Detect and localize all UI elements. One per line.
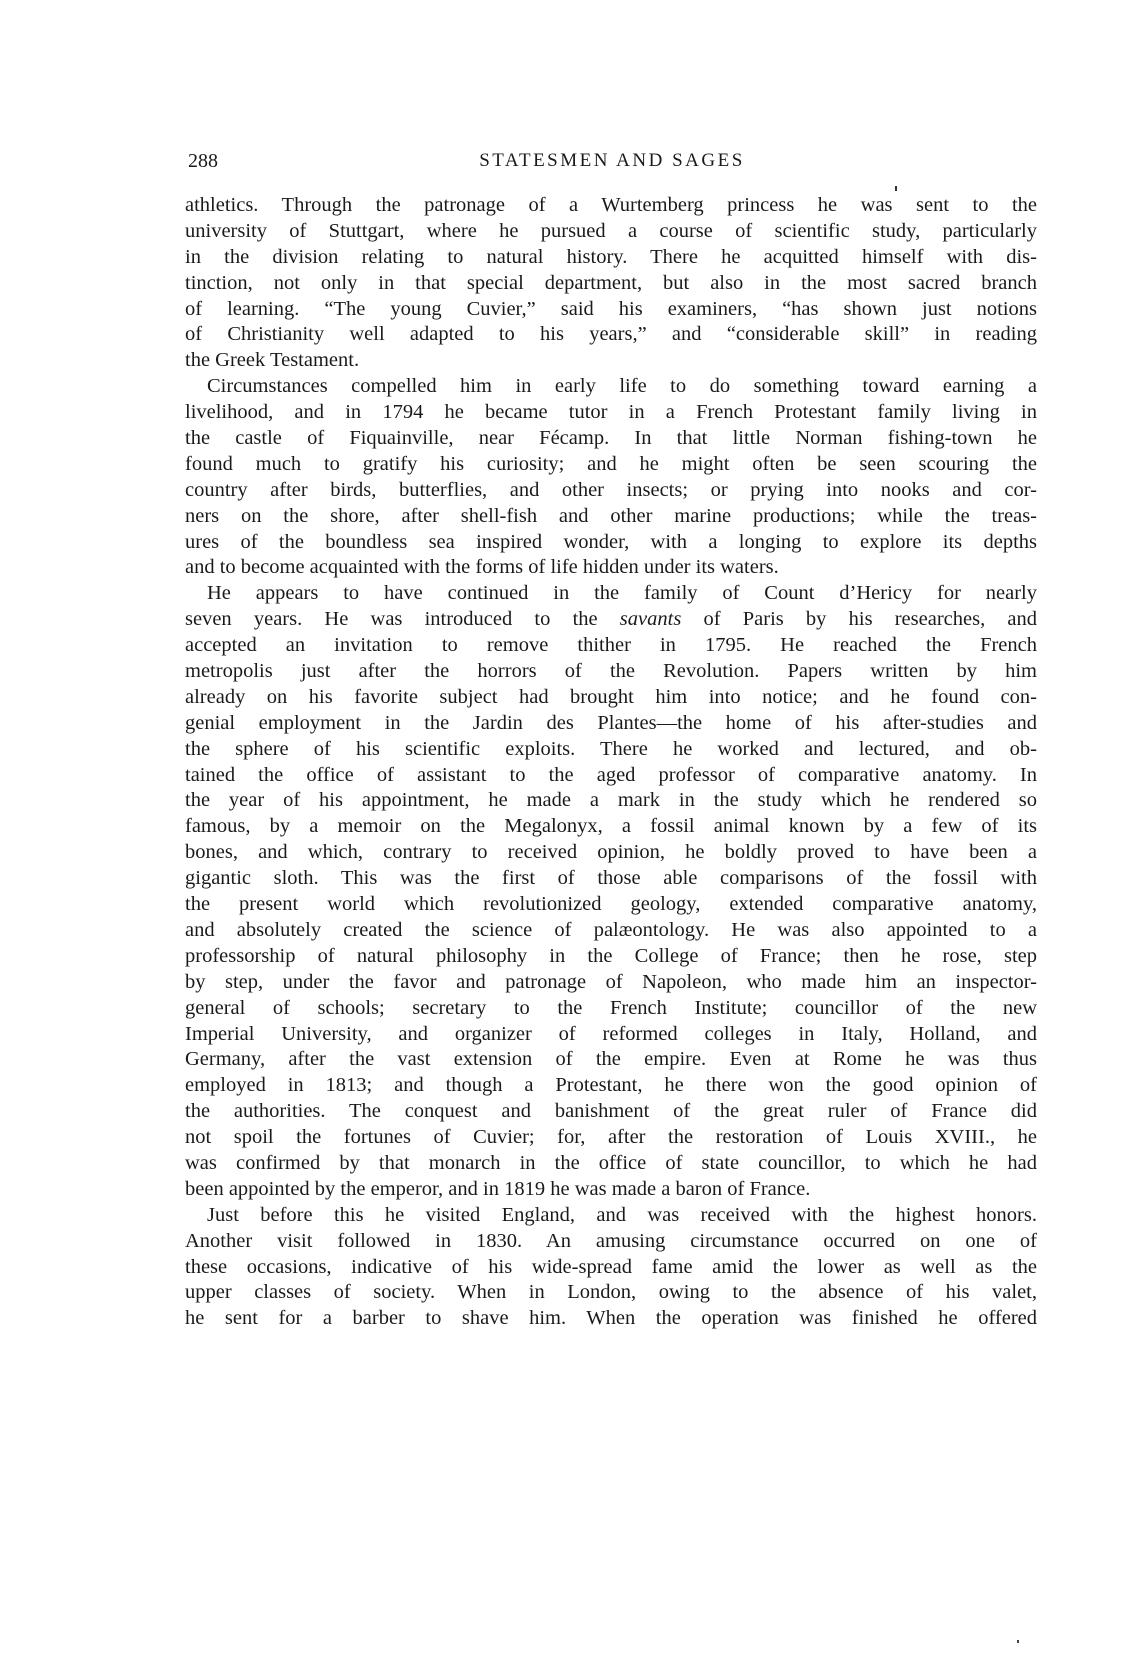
text-line: university of Stuttgart, where he pursued a course of scientific study, particularly (185, 219, 1037, 242)
text-line: Germany, after the vast extension of the empire. Even at Rome he was thus (185, 1048, 1037, 1071)
text-line: genial employment in the Jardin des Plantes—the home of his after-studies and (185, 711, 1037, 734)
text-line: the year of his appointment, he made a mark in the study which he rendered so (185, 789, 1037, 812)
text-line: the authorities. The conquest and banishment of the great ruler of France did (185, 1100, 1037, 1123)
paragraph (185, 193, 1037, 374)
running-title: STATESMEN AND SAGES (479, 150, 745, 171)
paragraph (185, 581, 1037, 1202)
text-line: bones, and which, contrary to received opinion, he boldly proved to have been a (185, 841, 1037, 864)
text-line: already on his favorite subject had brought him into notice; and he found con- (185, 685, 1037, 708)
text-line: Just before this he visited England, and was received with the highest honors. (207, 1203, 1037, 1226)
text-line: found much to gratify his curiosity; and he might often be seen scouring the (185, 452, 1037, 475)
text-line: of learning. “The young Cuvier,” said his examiners, “has shown just notions (185, 297, 1037, 320)
text-line: in the division relating to natural history. There he acquitted himself with dis- (185, 245, 1037, 268)
body-text (185, 193, 1037, 1332)
text-line: and absolutely created the science of palæontology. He was also appointed to a (185, 918, 1037, 941)
text-line: metropolis just after the horrors of the Revolution. Papers written by him (185, 660, 1037, 683)
text-line: gigantic sloth. This was the first of those able comparisons of the fossil with (185, 867, 1037, 890)
paragraph (185, 374, 1037, 581)
text-line: Another visit followed in 1830. An amusing circumstance occurred on one of (185, 1229, 1037, 1252)
text-line: upper classes of society. When in London, owing to the absence of his valet, (185, 1281, 1037, 1304)
text-line: not spoil the fortunes of Cuvier; for, after the restoration of Louis XVIII., he (185, 1126, 1037, 1149)
paragraph (185, 1203, 1037, 1332)
text-line: seven years. He was introduced to the savants of Paris by his researches, and (185, 608, 1037, 631)
text-line: general of schools; secretary to the French Institute; councillor of the new (185, 996, 1037, 1019)
text-line: the Greek Testament. (185, 349, 360, 372)
text-line: Circumstances compelled him in early life to do something toward earning a (207, 375, 1037, 398)
text-line: and to become acquainted with the forms of life hidden under its waters. (185, 556, 779, 579)
text-line: Imperial University, and organizer of reformed colleges in Italy, Holland, and (185, 1022, 1037, 1045)
text-line: the sphere of his scientific exploits. There he worked and lectured, and ob- (185, 737, 1037, 760)
text-line: employed in 1813; and though a Protestant, he there won the good opinion of (185, 1074, 1037, 1097)
text-line: professorship of natural philosophy in the College of France; then he rose, step (185, 944, 1037, 967)
italic-term: savants (619, 608, 682, 631)
text-line: tained the office of assistant to the aged professor of comparative anatomy. In (185, 763, 1037, 786)
text-line: these occasions, indicative of his wide-spread fame amid the lower as well as the (185, 1255, 1037, 1278)
text-line: been appointed by the emperor, and in 1819 he was made a baron of France. (185, 1177, 811, 1200)
text-line: the castle of Fiquainville, near Fécamp. In that little Norman fishing-town he (185, 427, 1037, 450)
text-line: the present world which revolutionized geology, extended comparative anatomy, (185, 893, 1037, 916)
page-header (188, 150, 1036, 180)
text-line: tinction, not only in that special department, but also in the most sacred branch (185, 271, 1037, 294)
text-line: he sent for a barber to shave him. When the operation was finished he offered (185, 1307, 1037, 1330)
text-line: ners on the shore, after shell-fish and other marine productions; while the treas- (185, 504, 1037, 527)
page-number: 288 (188, 150, 218, 172)
text-line: country after birds, butterflies, and other insects; or prying into nooks and cor- (185, 478, 1037, 501)
text-line: accepted an invitation to remove thither in 1795. He reached the French (185, 634, 1037, 657)
text-line: by step, under the favor and patronage of Napoleon, who made him an inspector- (185, 970, 1037, 993)
text-line: was confirmed by that monarch in the office of state councillor, to which he had (185, 1151, 1037, 1174)
print-speck (895, 186, 897, 191)
text-line: athletics. Through the patronage of a Wurtemberg princess he was sent to the (185, 194, 1037, 216)
text-line: livelihood, and in 1794 he became tutor in a French Protestant family living in (185, 401, 1037, 424)
text-line: ures of the boundless sea inspired wonder, with a longing to explore its depths (185, 530, 1037, 553)
text-line: famous, by a memoir on the Megalonyx, a fossil animal known by a few of its (185, 815, 1037, 838)
text-line: He appears to have continued in the family of Count d’Hericy for nearly (207, 582, 1037, 605)
text-line: of Christianity well adapted to his years,” and “considerable skill” in reading (185, 323, 1037, 346)
print-speck (1017, 1640, 1019, 1643)
